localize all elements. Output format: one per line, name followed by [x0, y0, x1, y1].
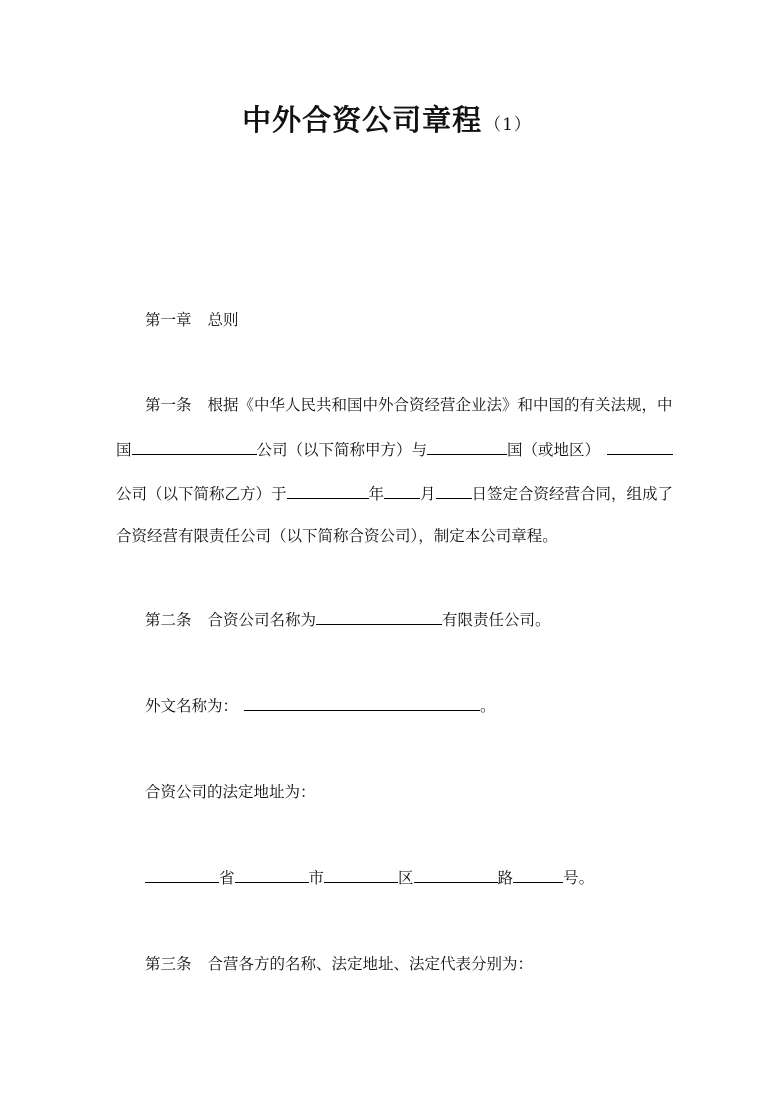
- text-road: 路: [497, 869, 514, 887]
- text-country: 国: [116, 441, 132, 459]
- blank-party-a-name[interactable]: [132, 438, 257, 455]
- address-label: 合资公司的法定地址为：: [145, 783, 316, 801]
- blank-province[interactable]: [145, 866, 219, 883]
- article-2-label: 第二条: [145, 611, 192, 629]
- foreign-name-line: [145, 694, 690, 717]
- article-1-line-1: [145, 394, 690, 416]
- article-1-label: 第一条: [145, 396, 192, 414]
- blank-sign-day[interactable]: [436, 482, 472, 499]
- article-1-line-3: [116, 482, 674, 505]
- blank-sign-month[interactable]: [384, 482, 420, 499]
- article-1-line-4: [116, 525, 661, 547]
- blank-road[interactable]: [414, 866, 498, 883]
- text-party-a: 公司（以下简称甲方）与: [256, 441, 428, 459]
- address-line: [145, 866, 690, 889]
- chapter-name: 总则: [207, 311, 239, 329]
- address-label-line: [145, 781, 690, 803]
- text-province: 省: [219, 869, 235, 887]
- text-party-b: 公司（以下简称乙方）于: [116, 485, 287, 503]
- article-1-text-1: 根据《中华人民共和国中外合资经营企业法》和中国的有关法规，中: [207, 396, 673, 414]
- chapter-heading: [145, 309, 690, 331]
- blank-foreign-name[interactable]: [244, 694, 480, 711]
- article-3-line: [145, 953, 690, 975]
- article-2-text-a: 合资公司名称为: [207, 611, 317, 629]
- foreign-name-end: 。: [480, 697, 496, 715]
- chapter-label: 第一章: [145, 311, 192, 329]
- blank-sign-year[interactable]: [287, 482, 369, 499]
- article-3-text: 合营各方的名称、法定地址、法定代表分别为：: [207, 955, 534, 973]
- text-city: 市: [308, 869, 325, 887]
- blank-district[interactable]: [324, 866, 398, 883]
- article-3-label: 第三条: [145, 955, 192, 973]
- text-district: 区: [398, 869, 414, 887]
- text-region: 国（或地区）: [507, 441, 601, 459]
- blank-party-b-name[interactable]: [607, 438, 673, 455]
- article-1-line-2: [116, 438, 661, 461]
- blank-number[interactable]: [513, 866, 563, 883]
- text-number: 号。: [563, 869, 595, 887]
- blank-party-b-country[interactable]: [427, 438, 507, 455]
- article-1-text-4: 合资经营有限责任公司（以下简称合资公司），制定本公司章程。: [116, 527, 558, 545]
- text-day: 日签定合资经营合同，组成了: [471, 485, 674, 503]
- blank-company-name[interactable]: [316, 608, 442, 625]
- article-2-text-b: 有限责任公司。: [442, 611, 551, 629]
- text-month: 月: [420, 485, 436, 503]
- blank-city[interactable]: [235, 866, 309, 883]
- article-2-line: [145, 608, 690, 631]
- foreign-name-label: 外文名称为：: [145, 697, 239, 715]
- title-text: 中外合资公司章程: [242, 103, 483, 137]
- document-title: [0, 100, 774, 145]
- text-year: 年: [368, 485, 385, 503]
- title-suffix: （1）: [484, 115, 532, 135]
